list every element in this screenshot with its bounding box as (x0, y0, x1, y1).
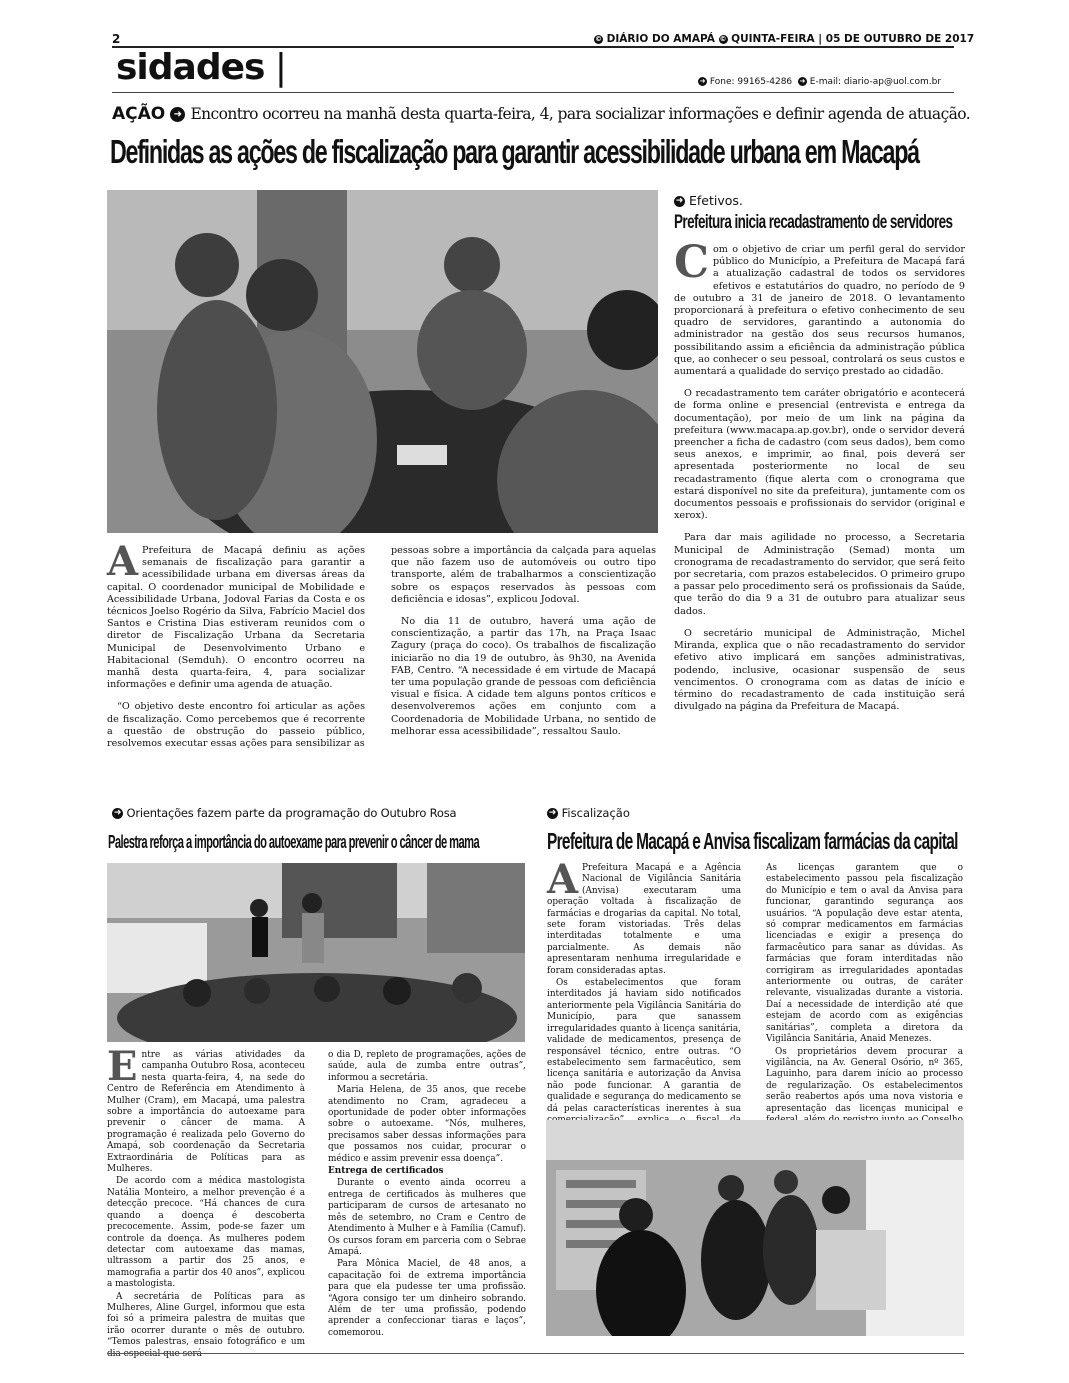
phone: Fone: 99165-4286 (709, 77, 793, 87)
rosa-kicker: ➜ Orientações fazem parte da programação do Outubro Rosa (113, 806, 457, 820)
paragraph: Prefeitura Macapá e a Agência Nacional de Vigilância Sanitária (Anvisa) executaram uma operação voltada à fiscalização de farmácias e drogarias da capital. No total, sete foram vistoriadas. Três delas interditadas totalmente e uma parcialmente. As demais não apresentaram nenhuma irregularidade e foram consideradas aptas. (547, 863, 741, 976)
paragraph: De acordo com a médica mastologista Natália Monteiro, a melhor prevenção é a detecção precoce. “Há chances de cura quando a doença é descoberta precocemente. Assim, pode-se fazer um controle da doença. As mulheres podem detectar com autoexame das mamas, ultrassom a partir dos 25 anos, e mamografia a partir dos 40 anos”, explicou a mastologista. (107, 1176, 305, 1290)
email: E-mail: diario-ap@uol.com.br (809, 77, 942, 87)
footer-rule (107, 1353, 964, 1354)
dropcap: A (547, 856, 579, 903)
paragraph: Os proprietários devem procurar a vigilância, na Av. General Osório, nº 365, Laguinho, para darem início ao processo de regularização. Os estabelecimentos serão reabertos após uma nova vistoria e apresentação das licenças municipal e (766, 1046, 963, 1114)
paragraph: Durante o evento ainda ocorreu a entrega de certificados às mulheres que participaram de cursos de artesanato no mês de setembro, no Cram e Centro de Atendimento à Mulher e à Família (Camuf). Os cursos foram em parceria com o Sebrae Amapá. (328, 1178, 526, 1257)
arrow-icon: ➜ (675, 196, 684, 206)
efetivos-body (674, 237, 965, 723)
fisc-col-1 (547, 856, 741, 1139)
paragraph: Maria Helena, de 35 anos, que recebe atendimento no Cram, agradeceu a oportunidade de poder obter informações sobre o autoexame. “Nós, mulheres, precisamos saber dessas informações para que possamos nos cuidar, procurar o médico e assim prevenir essa doença”. (328, 1085, 526, 1164)
main-col-2 (391, 545, 656, 748)
lecture-photo-image (107, 863, 525, 1042)
dropcap: A (107, 538, 139, 585)
dropcap: E (107, 1043, 138, 1090)
weekday: QUINTA-FEIRA (731, 33, 815, 45)
kicker-label: AÇÃO (112, 104, 166, 124)
copyright-icon: © (595, 34, 602, 43)
paragraph: Prefeitura de Macapá definiu as ações semanais de fiscalização para garantir a acessibilidade urbana em diversas áreas da capital. O coordenador municipal de Mobilidade e Acessibilidade Urbana, Jodoval Farias da Costa e os técnicos Joelso Rogério da Silva, Fabrício Maciel dos Santos e Cristina Dias estiveram reunidos com o diretor de Fiscalização Urbana da Secretaria Municipal de Desenvolvimento Urbano e Habitacional (Semduh). O encontro ocorreu na manhã desta quarta-feira, 4, para socializar informações e definir uma agenda de atuação. (107, 545, 365, 691)
arrow-icon: ➜ (113, 808, 122, 818)
arrow-icon: ➜ (799, 77, 806, 85)
arrow-icon: ➜ (170, 107, 185, 122)
masthead: DIÁRIO DO AMAPÁ (606, 33, 715, 45)
meeting-photo-image (107, 190, 658, 533)
contact-line (698, 77, 941, 87)
pharmacy-photo-image (546, 1120, 964, 1336)
paragraph: “O objetivo deste encontro foi articular as ações de fiscalização. Como percebemos que é recorrente a questão de obstrução do passeio público, resolvemos executar essas ações para sensibilizar as (107, 701, 365, 750)
rosa-headline: Palestra reforça a importância do autoexame para prevenir o câncer de mama (108, 832, 480, 852)
fisc-kicker: ➜ Fiscalização (548, 806, 630, 820)
arrow-icon: ➜ (699, 77, 706, 85)
kicker-text: Encontro ocorreu na manhã desta quarta-feira, 4, para socializar informações e definir agenda de atuação. (190, 105, 971, 123)
header-bottom-rule (112, 92, 954, 93)
paragraph: om o objetivo de criar um perfil geral do servidor público do Município, a Prefeitura de Macapá fará a atualização cadastral de todos os servidores efetivos e estatutários do quadro, no período de 9 de outubro a 31 de janeiro de 2018. O levantamento proporcionará à prefeitura o efetivo conhecimento de seu quadro de servidores, garantindo a autonomia do administrador na gestão dos seus recursos humanos, possibilitando assim a eficiência da administração pública que, ao conhecer o seu pessoal, controlará os seus custos e aumentará a qualidade do serviço prestado ao cidadão. (674, 244, 965, 378)
copyright-icon: © (719, 34, 727, 43)
masthead-line: © DIÁRIO DO AMAPÁ © QUINTA-FEIRA | 05 DE OUTUBRO DE 2017 (595, 33, 975, 45)
meeting-photo (107, 190, 658, 533)
main-headline: Definidas as ações de fiscalização para garantir acessibilidade urbana em Macapá (110, 133, 919, 170)
paragraph: Para Mônica Maciel, de 48 anos, a capacitação foi de extrema importância para que ela pudesse ter uma profissão. “Agora consigo ter um dinheiro sobrando. Além de ter uma profissão, podendo aprender a confeccionar tiaras e laços”, comemorou. (328, 1259, 526, 1338)
section-title: sidades | (116, 47, 287, 88)
paragraph: O secretário municipal de Administração, Michel Miranda, explica que o não recadastramento do servidor efetivo ativo implicará em sanções administrativas, podendo, inclusive, ocasionar suspensão de seus vencimentos. O cronograma com as datas de início e término do recadastramento de cada instituição será divulgado na página da Prefeitura de Macapá. (674, 627, 965, 713)
paragraph: o dia D, repleto de programações, ações de saúde, aula de zumba entre outras”, informou a secretária. (328, 1050, 526, 1083)
issue-date: 05 DE OUTUBRO DE 2017 (825, 33, 975, 45)
rosa-col-1 (107, 1043, 305, 1361)
main-col-1 (107, 538, 365, 760)
pharmacy-photo (546, 1120, 964, 1336)
fisc-headline: Prefeitura de Macapá e Anvisa fiscalizam farmácias da capital (547, 828, 958, 854)
page-number: 2 (112, 32, 121, 46)
efetivos-kicker: ➜ Efetivos. (675, 193, 743, 208)
paragraph: pessoas sobre a importância da calçada para aquelas que não fazem uso de automóveis ou outro tipo transporte, além de trabalharmos a conscientização sobre os espaços reservados às pessoas com deficiência e idosas”, explicou Jodoval. (391, 545, 656, 605)
paragraph: O recadastramento tem caráter obrigatório e acontecerá de forma online e presencial (entrevista e entrega da documentação), por meio de um link na página da prefeitura (www.macapa.ap.gov.br), onde o servidor deverá preencher a ficha de cadastro (com seus dados), bem como seus anexos, e imprimir, ao final, pois deverá ser apresentada posteriormente no local de seu recadastramento (fique alerta com o cronograma que estará disponível no site da prefeitura), juntamente com os documentos pessoais e profissionais do servidor (original e xerox). (674, 388, 965, 522)
rosa-col-2 (328, 1050, 526, 1340)
lecture-photo (107, 863, 525, 1042)
paragraph: A secretária de Políticas para as Mulheres, Aline Gurgel, informou que esta foi só a primeira palestra de muitas que irão ocorrer durante o mês de outubro. “Temos palestras, ensaio fotográfico e um (107, 1291, 305, 1348)
paragraph: As licenças garantem que o estabelecimento passou pela fiscalização do Município e tem o aval da Anvisa para funcionar, garantindo segurança aos usuários. “A população deve estar atenta, só comprar medicamentos em farmácias licenciadas e exigir a presença do farmacêutico para sanar as dúvidas. As farmácias que foram interditadas não corrigiram as irregularidades apontadas anteriormente ou outras, de caráter relevante, visualizadas durante a vistoria. Daí a necessidade de interdição até que estejam de acordo com as exigências sanitárias”, completa a diretora da Vigilância Sanitária, Anaid Menezes. (766, 863, 963, 1045)
dropcap: C (674, 237, 710, 288)
subhead: Entrega de certificados (328, 1166, 444, 1177)
paragraph: ntre as várias atividades da campanha Outubro Rosa, aconteceu nesta quarta-feira, 4, na sede do Centro de Referência em Atendimento à Mulher (Cram), em Macapá, uma palestra sobre a importância do autoexame para prevenir o câncer de mama. A programação é realizada pelo Governo do Amapá, sob coordenação da Secretaria Extraordinária de Políticas para as Mulheres. (107, 1050, 305, 1175)
paragraph: No dia 11 de outubro, haverá uma ação de conscientização, a partir das 17h, na Praça Isaac Zagury (praça do coco). Os trabalhos de fiscalização iniciarão no dia 19 de outubro, às 9h30, na Avenida FAB, Centro. “A necessidade é em virtude de Macapá ter uma população grande de pessoas com deficiência visual e física. A cidade tem alguns pontos críticos e desenvolveremos ações em conjunto com a Coordenadoria de Mobilidade Urbana, no sentido de melhorar essa acessibilidade”, ressaltou Saulo. (391, 616, 656, 737)
fisc-col-2 (766, 863, 963, 1139)
main-kicker (112, 104, 970, 124)
arrow-icon: ➜ (548, 808, 557, 818)
paragraph: Para dar mais agilidade no processo, a Secretaria Municipal de Administração (Semad) monta um cronograma de recadastramento do servidor, que será feito por secretaria, com prazos estabelecidos. O primeiro grupo a passar pelo procedimento será os profissionais da Saúde, que terão do dia 9 a 31 de outubro para atualizar seus dados. (674, 532, 965, 617)
efetivos-headline: Prefeitura inicia recadastramento de servidores (674, 212, 953, 233)
paragraph: Os estabelecimentos que foram interditados já haviam sido notificados anteriormente pela Vigilância Sanitária do Município, para que sanassem irregularidades quanto à licença sanitária, validade de medicamentos, presença de responsável técnico, entre outras. “O estabelecimento sem farmacêutico, sem licença sanitária e autorização da Anvisa não pode funcionar. A garantia de qualidade e segurança do medicamento se dá pelas características inerentes à sua (547, 978, 741, 1114)
